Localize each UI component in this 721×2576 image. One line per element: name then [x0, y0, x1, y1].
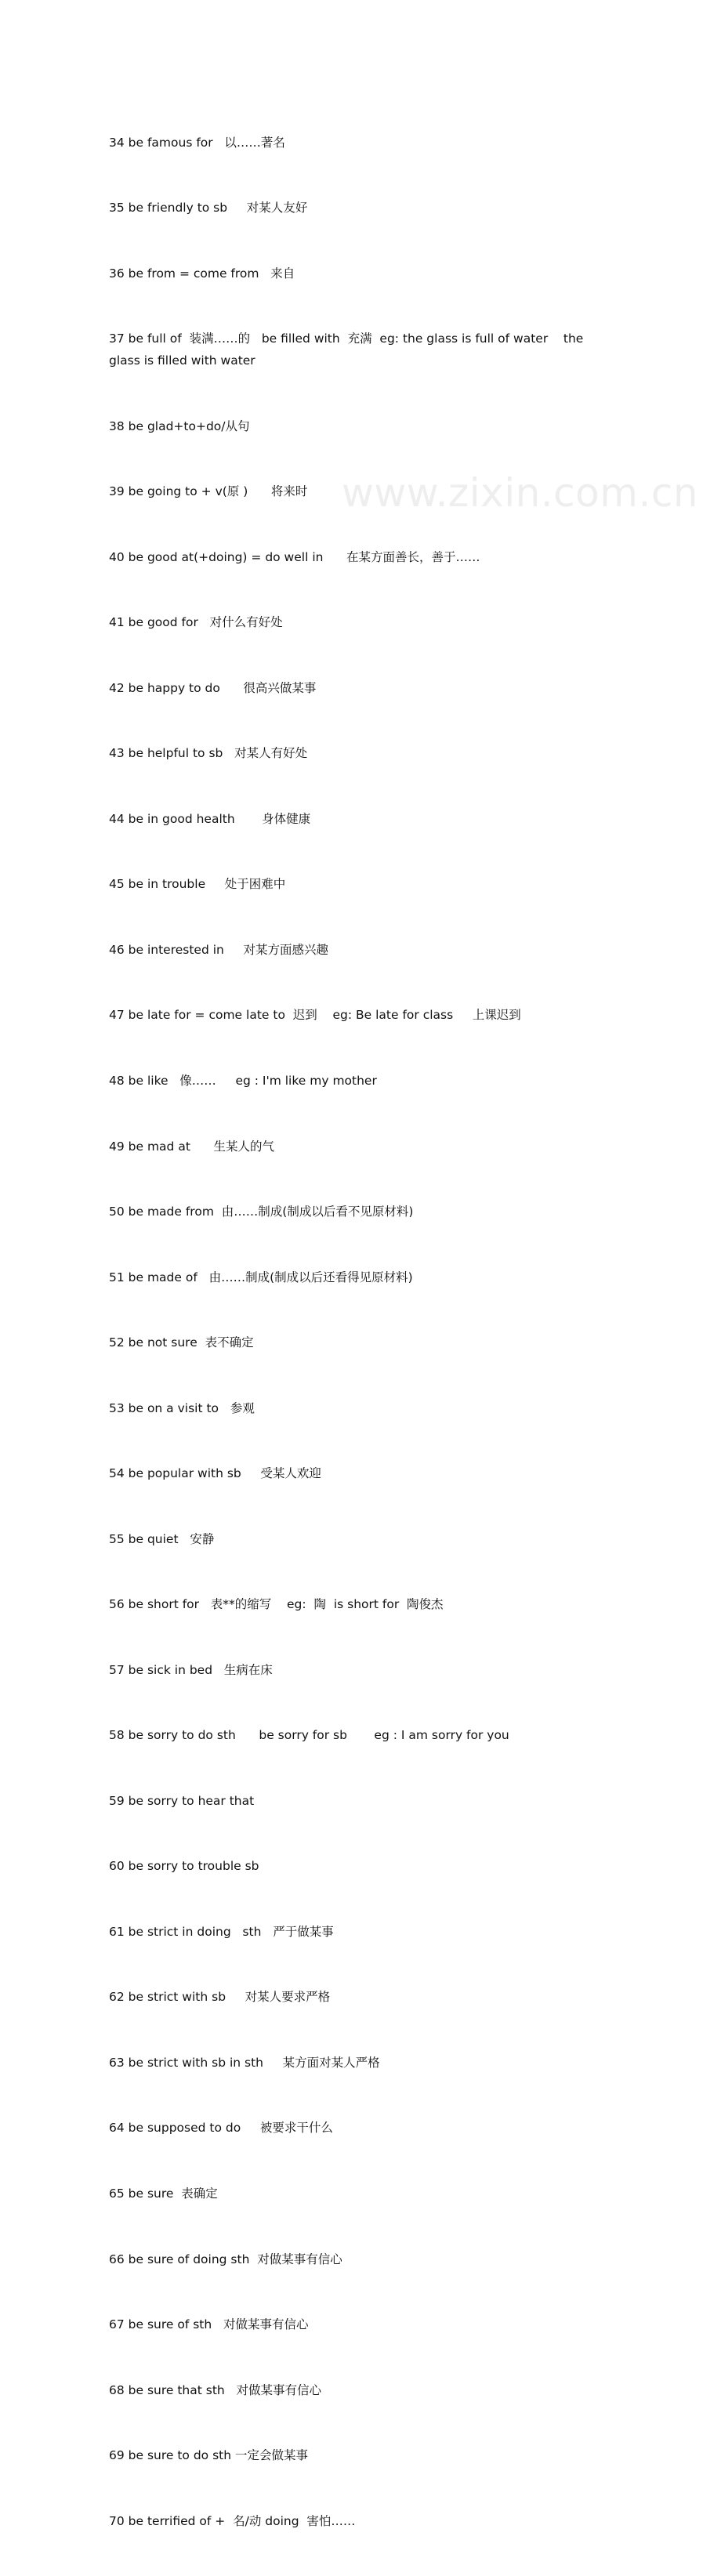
text-line: 38 be glad+to+do/从句 — [109, 418, 250, 433]
text-line: 55 be quiet 安静 — [109, 1531, 215, 1546]
text-line: 65 be sure 表确定 — [109, 2187, 218, 2201]
text-line: 59 be sorry to hear that — [109, 1793, 255, 1808]
text-line: 68 be sure that sth 对做某事有信心 — [109, 2382, 322, 2397]
text-line: 62 be strict with sb 对某人要求严格 — [109, 1990, 331, 2005]
text-line: 57 be sick in bed 生病在床 — [109, 1662, 273, 1677]
text-line: 58 be sorry to do sth be sorry for sb eg : I am sorry for you — [109, 1728, 509, 1743]
text-line: 42 be happy to do 很高兴做某事 — [109, 680, 317, 695]
text-line: 44 be in good health 身体健康 — [109, 811, 311, 826]
text-line: 60 be sorry to trouble sb — [109, 1859, 259, 1874]
text-line: 69 be sure to do sth 一定会做某事 — [109, 2448, 308, 2463]
text-line: 70 be terrified of + 名/动 doing 害怕…… — [109, 2513, 356, 2528]
text-line: 48 be like 像…… eg : I'm like my mother — [109, 1073, 377, 1088]
text-line: 37 be full of 装满……的 be filled with 充满 eg: the glass is full of water the glass is filled with water — [109, 332, 588, 368]
document-body — [109, 89, 618, 2576]
text-line: 53 be on a visit to 参观 — [109, 1400, 255, 1415]
text-line: 67 be sure of sth 对做某事有信心 — [109, 2317, 309, 2332]
text-line: 36 be from = come from 来自 — [109, 266, 295, 281]
text-line: 64 be supposed to do 被要求干什么 — [109, 2121, 333, 2136]
text-line: 66 be sure of doing sth 对做某事有信心 — [109, 2252, 342, 2266]
text-line: 34 be famous for 以……著名 — [109, 135, 285, 150]
text-line: 54 be popular with sb 受某人欢迎 — [109, 1466, 321, 1481]
text-line: 41 be good for 对什么有好处 — [109, 615, 283, 630]
text-line: 50 be made from 由……制成(制成以后看不见原材料) — [109, 1205, 414, 1219]
text-line: 43 be helpful to sb 对某人有好处 — [109, 746, 308, 761]
text-line: 49 be mad at 生某人的气 — [109, 1139, 274, 1154]
text-line: 61 be strict in doing sth 严于做某事 — [109, 1924, 334, 1939]
text-line: 47 be late for = come late to 迟到 eg: Be late for class 上课迟到 — [109, 1008, 521, 1023]
text-line: 45 be in trouble 处于困难中 — [109, 877, 286, 892]
text-line: 56 be short for 表**的缩写 eg: 陶 is short for 陶俊杰 — [109, 1597, 444, 1612]
text-line: 52 be not sure 表不确定 — [109, 1335, 254, 1350]
watermark: www.zixin.com.cn — [342, 470, 699, 516]
text-line: 40 be good at(+doing) = do well in 在某方面善长，善于…… — [109, 549, 480, 564]
text-line: 51 be made of 由……制成(制成以后还看得见原材料) — [109, 1270, 413, 1284]
text-line: 46 be interested in 对某方面感兴趣 — [109, 942, 328, 957]
text-line: 35 be friendly to sb 对某人友好 — [109, 201, 308, 216]
text-line: 39 be going to + v(原 ) 将来时 — [109, 484, 308, 499]
text-line: 63 be strict with sb in sth 某方面对某人严格 — [109, 2055, 380, 2070]
